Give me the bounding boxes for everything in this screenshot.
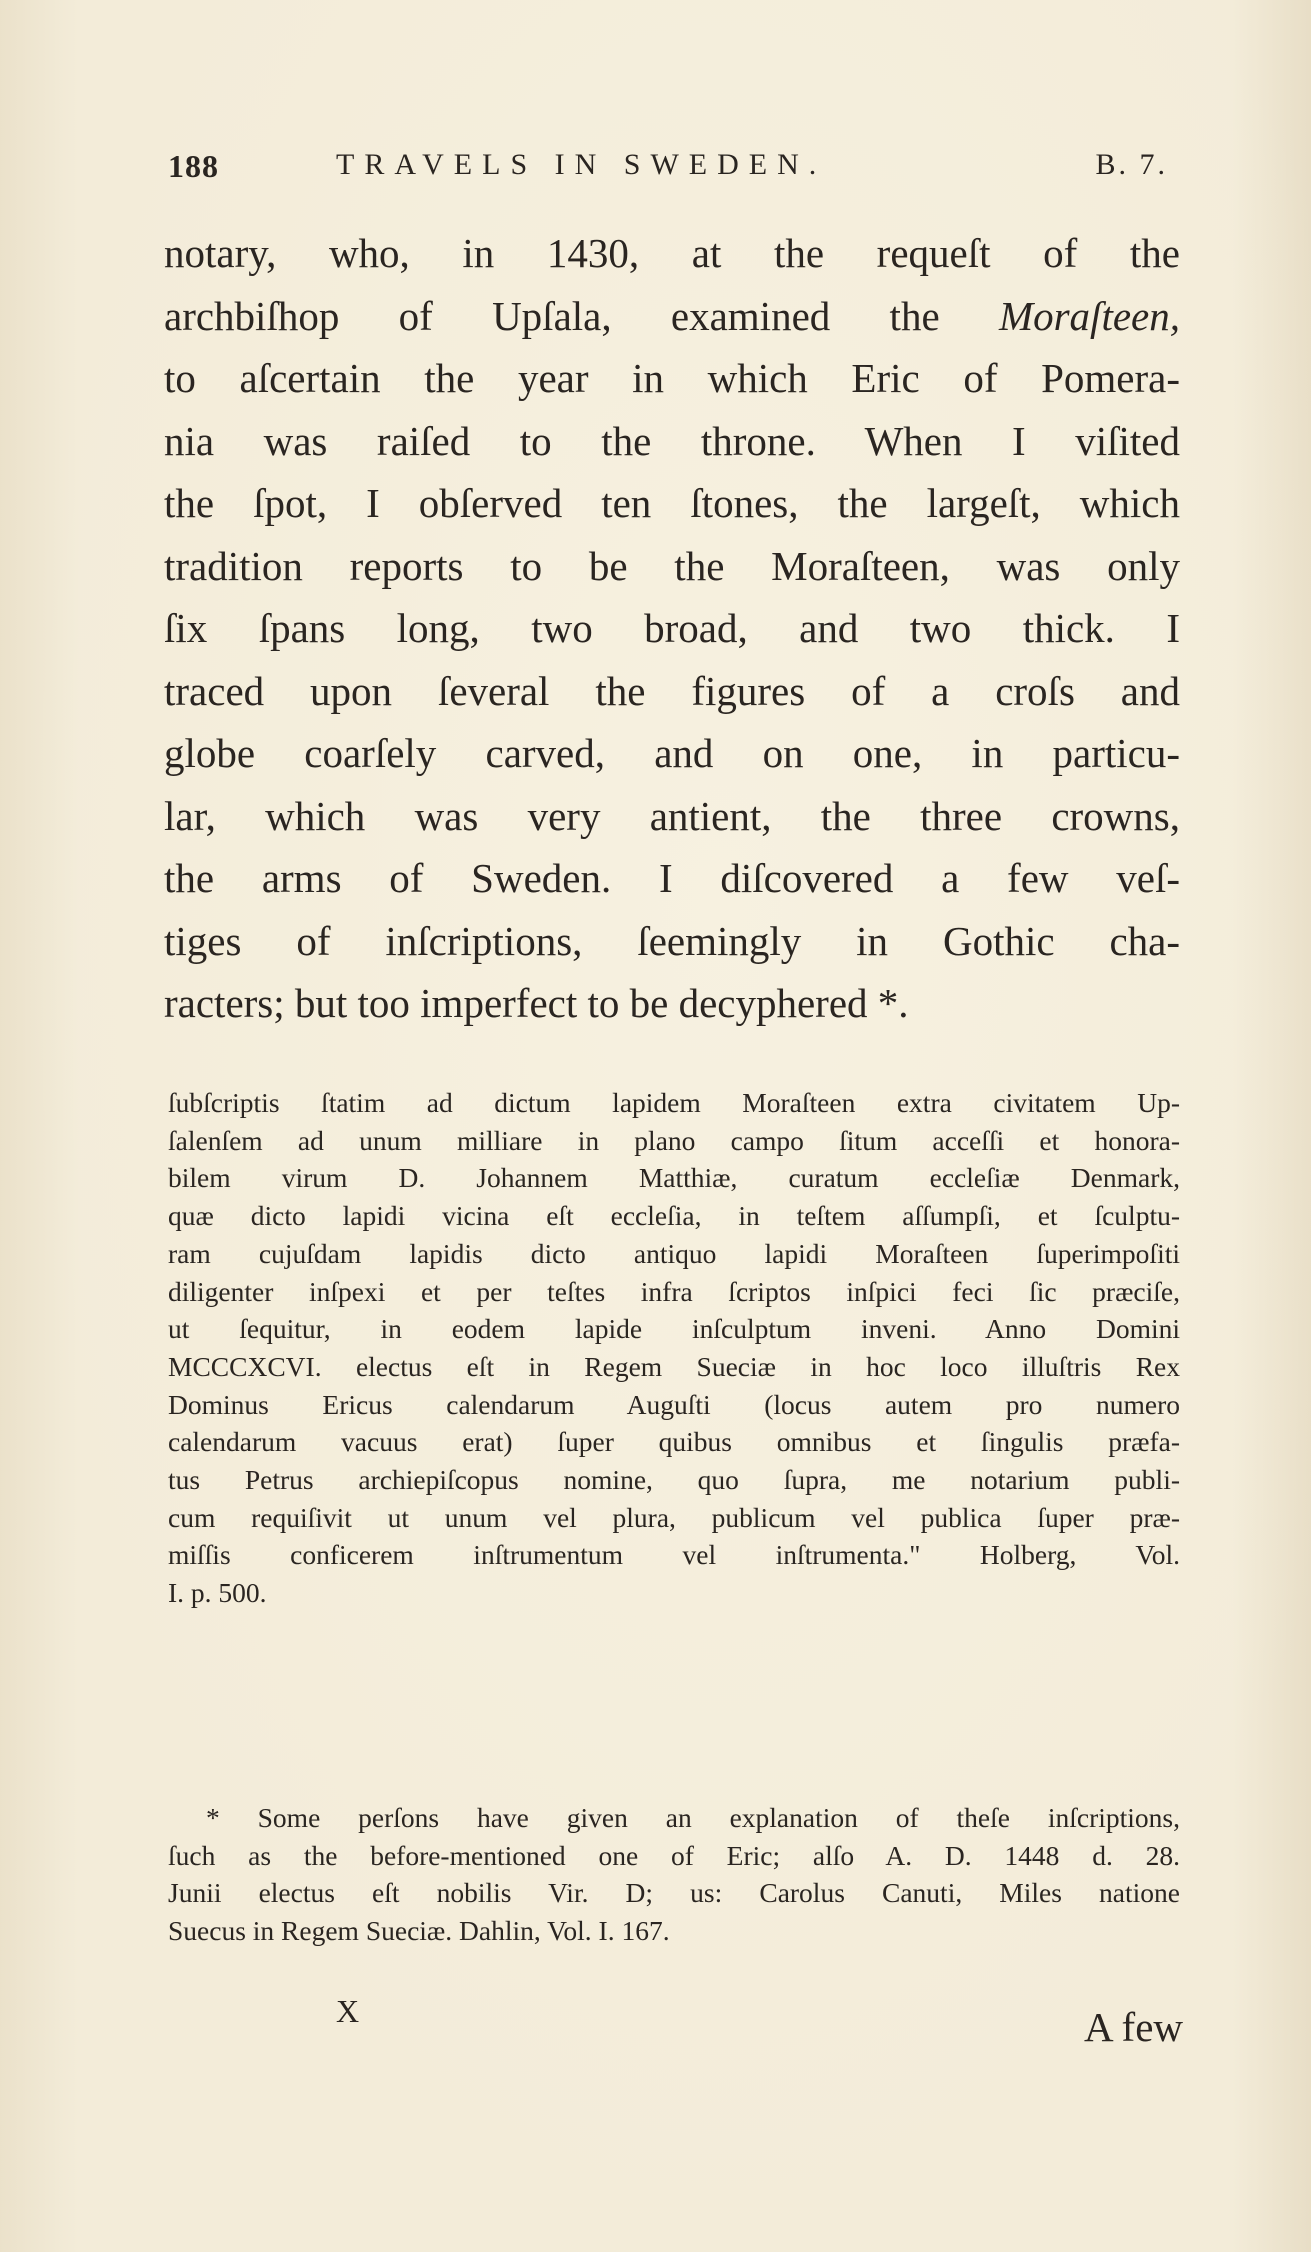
footnote-line: diligenter inſpexi et per teſtes infra ſcriptos inſpici feci ſic præciſe, <box>168 1275 1180 1307</box>
main-text <box>164 222 1180 1035</box>
footnote-line: quæ dicto lapidi vicina eſt eccleſia, in teſtem aſſumpſi, et ſculptu- <box>168 1200 1180 1232</box>
footnote-line: bilem virum D. Johannem Matthiæ, curatum eccleſiæ Denmark, <box>168 1162 1180 1194</box>
footnote-line: Junii electus eſt nobilis Vir. D; us: Carolus Canuti, Miles natione <box>168 1877 1180 1909</box>
text-segment: archbiſhop of Upſala, examined the <box>164 292 999 339</box>
footnote-line: calendarum vacuus erat) ſuper quibus omnibus et ſingulis præfa- <box>168 1426 1180 1458</box>
text-line: tradition reports to be the Moraſteen, was only <box>164 542 1180 589</box>
text-line: tiges of inſcriptions, ſeemingly in Gothic cha- <box>164 917 1180 964</box>
footnote-asterisk <box>168 1799 1180 1950</box>
running-title: TRAVELS IN SWEDEN. <box>336 148 827 181</box>
text-line: ſix ſpans long, two broad, and two thick. I <box>164 605 1180 651</box>
text-line: globe coarſely carved, and on one, in particu- <box>164 730 1180 776</box>
footnote-line: MCCCXCVI. electus eſt in Regem Sueciæ in hoc loco illuſtris Rex <box>168 1350 1180 1382</box>
running-head <box>168 148 1168 188</box>
text-line: to aſcertain the year in which Eric of Pomera- <box>164 355 1180 401</box>
text-line: notary, who, in 1430, at the requeſt of the <box>164 230 1180 276</box>
text-line: the ſpot, I obſerved ten ſtones, the largeſt, which <box>164 480 1180 526</box>
footnote-line: I. p. 500. <box>168 1577 267 1609</box>
text-line: lar, which was very antient, the three crowns, <box>164 792 1180 839</box>
italic-term: Moraſteen, <box>998 292 1180 339</box>
footnote-line: Suecus in Regem Sueciæ. Dahlin, Vol. I. 167. <box>168 1915 670 1947</box>
signature-mark: X <box>336 1993 360 2029</box>
text-line: nia was raiſed to the throne. When I viſited <box>164 417 1180 464</box>
book-number: B. 7. <box>1095 148 1168 181</box>
page-number: 188 <box>168 148 219 184</box>
footnote-latin <box>168 1084 1180 1612</box>
text-line <box>164 285 1180 348</box>
catchword: A few <box>1083 2004 1183 2050</box>
footnote-line: ram cujuſdam lapidis dicto antiquo lapidi Moraſteen ſuperimpoſiti <box>168 1237 1180 1269</box>
text-line: traced upon ſeveral the figures of a croſs and <box>164 667 1180 714</box>
footnote-line: miſſis conficerem inſtrumentum vel inſtrumenta." Holberg, Vol. <box>168 1539 1180 1571</box>
text-line: racters; but too imperfect to be decyphered *. <box>164 980 909 1026</box>
footnote-line: Dominus Ericus calendarum Auguſti (locus autem pro numero <box>168 1388 1180 1420</box>
footnote-line: tus Petrus archiepiſcopus nomine, quo ſupra, me notarium publi- <box>168 1464 1180 1496</box>
footnote-line: ſalenſem ad unum milliare in plano campo ſitum acceſſi et honora- <box>168 1124 1180 1156</box>
footnote-line: ut ſequitur, in eodem lapide inſculptum inveni. Anno Domini <box>168 1313 1180 1345</box>
footnote-line: ſuch as the before-mentioned one of Eric; alſo A. D. 1448 d. 28. <box>168 1839 1180 1871</box>
footnote-line: ſubſcriptis ſtatim ad dictum lapidem Moraſteen extra civitatem Up- <box>168 1087 1180 1118</box>
footnote-line: cum requiſivit ut unum vel plura, publicum vel publica ſuper præ- <box>168 1501 1180 1533</box>
text-line: the arms of Sweden. I diſcovered a few veſ- <box>164 855 1180 901</box>
footnote-line: * Some perſons have given an explanation of theſe inſcriptions, <box>206 1802 1180 1833</box>
